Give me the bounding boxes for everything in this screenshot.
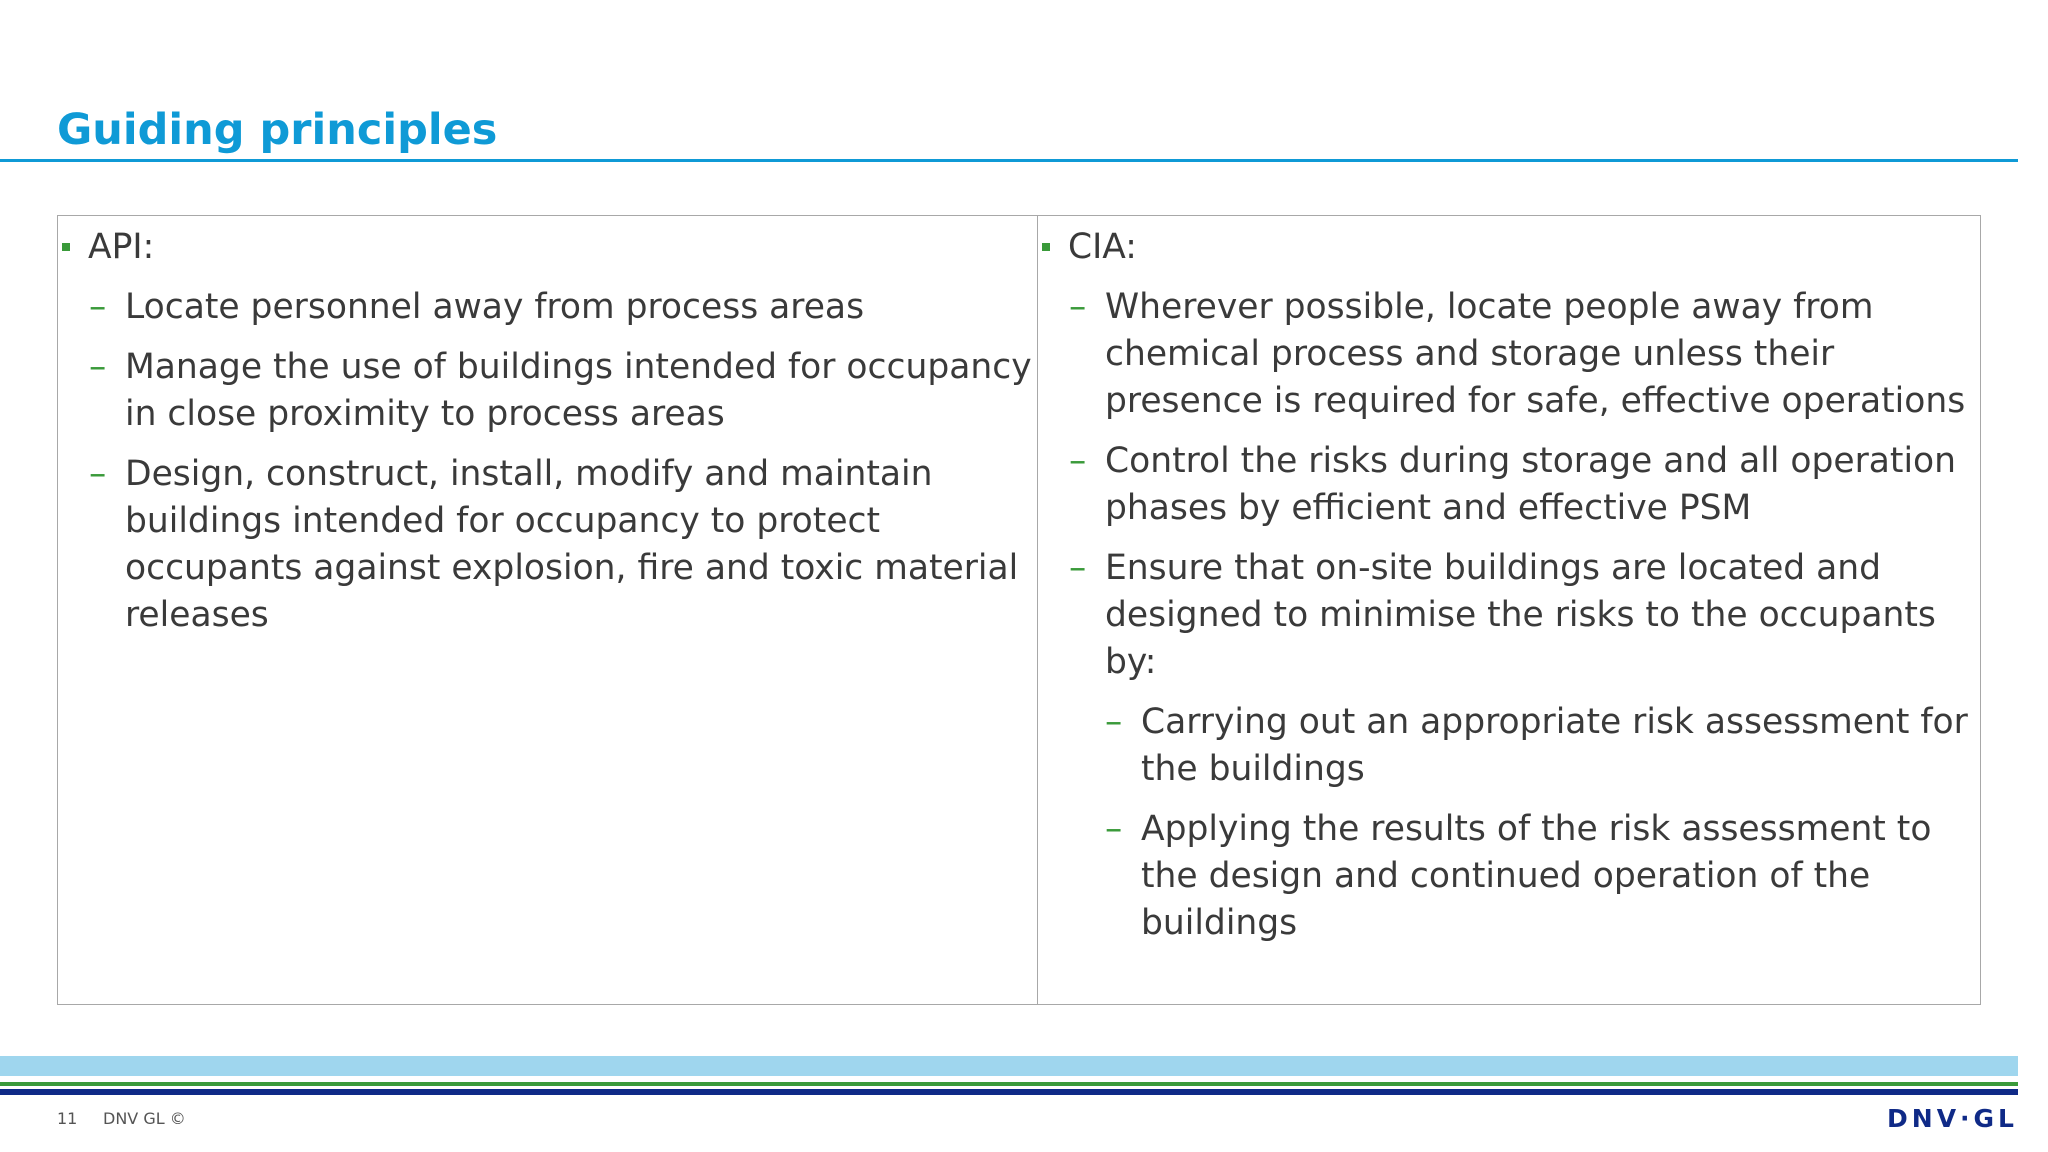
dnv-gl-logo: DNV·GL	[1887, 1104, 2018, 1133]
cia-sub-item-text: Applying the results of the risk assessment to the design and continued operation of the buildings	[1141, 809, 1932, 943]
api-heading: API:	[88, 227, 155, 267]
cia-item-text: Ensure that on-site buildings are located and designed to minimise the risks to the occupants by:	[1105, 548, 1936, 682]
footer-band-navy	[0, 1089, 2018, 1095]
cia-sub-item-text: Carrying out an appropriate risk assessment for the buildings	[1141, 702, 1968, 789]
slide-title: Guiding principles	[57, 105, 498, 155]
title-rule	[0, 159, 2018, 162]
cia-heading: CIA:	[1068, 227, 1137, 267]
square-bullet-icon	[62, 243, 70, 251]
dash-bullet-icon: –	[1069, 548, 1087, 588]
api-column	[58, 216, 1038, 1004]
dash-bullet-icon: –	[1069, 441, 1087, 481]
cia-sub-item	[1042, 806, 1980, 947]
content-table	[57, 215, 1981, 1005]
cia-heading-item	[1042, 224, 1980, 271]
copyright-text: DNV GL ©	[103, 1109, 186, 1128]
cia-item	[1042, 438, 1980, 532]
api-item	[62, 344, 1037, 438]
dash-bullet-icon: –	[89, 287, 107, 327]
cia-item	[1042, 284, 1980, 425]
cia-column	[1038, 216, 1980, 1004]
api-item-text: Design, construct, install, modify and maintain buildings intended for occupancy to protect occupants against explosion, fire and toxic material releases	[125, 454, 1019, 635]
square-bullet-icon	[1042, 243, 1050, 251]
dash-bullet-icon: –	[89, 347, 107, 387]
footer-band-light	[0, 1056, 2018, 1076]
api-item-text: Locate personnel away from process areas	[125, 287, 865, 327]
dash-bullet-icon: –	[1069, 287, 1087, 327]
api-item	[62, 284, 1037, 331]
dash-bullet-icon: –	[1105, 809, 1123, 849]
api-item	[62, 451, 1037, 639]
cia-sub-item	[1042, 699, 1980, 793]
api-item-text: Manage the use of buildings intended for occupancy in close proximity to process areas	[125, 347, 1032, 434]
footer-band-green	[0, 1082, 2018, 1086]
dash-bullet-icon: –	[1105, 702, 1123, 742]
dash-bullet-icon: –	[89, 454, 107, 494]
cia-item	[1042, 545, 1980, 686]
cia-item-text: Wherever possible, locate people away from chemical process and storage unless their presence is required for safe, effective operations	[1105, 287, 1966, 421]
api-heading-item	[62, 224, 1037, 271]
cia-item-text: Control the risks during storage and all operation phases by efficient and effective PSM	[1105, 441, 1957, 528]
page-number: 11	[57, 1109, 78, 1128]
